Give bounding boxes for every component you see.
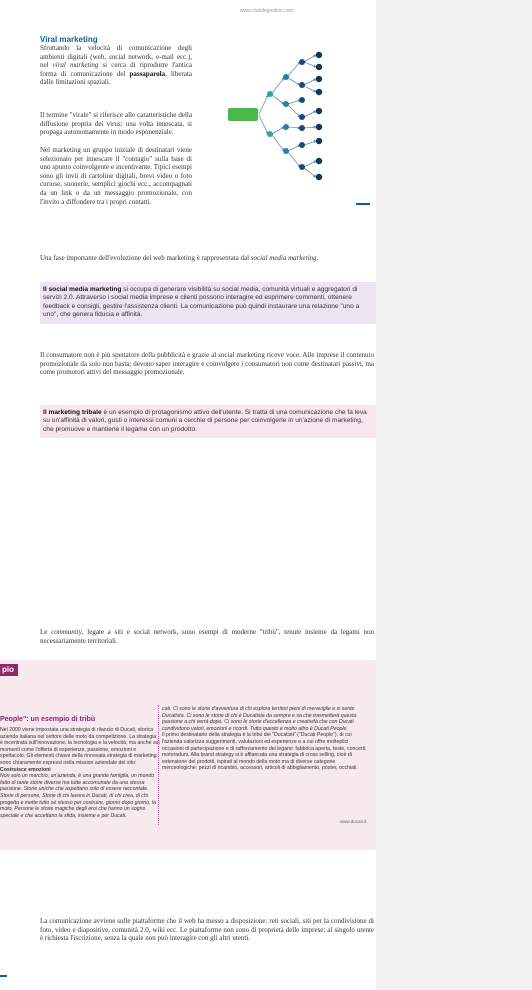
hl1-bold: Il social media marketing: [43, 286, 122, 293]
bottom-accent-rule: [0, 975, 7, 977]
page-url-header: www.clubdegestion.com: [240, 8, 294, 14]
section-title: Viral marketing: [40, 35, 98, 44]
community-paragraph: [40, 628, 374, 645]
example-box-title: People": un esempio di tribù: [0, 716, 96, 723]
para4-emphasis: social media marketing: [250, 254, 317, 262]
para6-text-b: , legate a siti e social network, sono esempi di moderne "tribù", tenute insieme da legami non necessariamente territoriali.: [40, 628, 374, 645]
social-media-marketing-highlight: [40, 282, 378, 324]
example-box-url: www.ducati.it: [340, 819, 367, 824]
viral-definition-paragraph: Il termine "virale" si riferisce alle caratteristiche della diffusione propria dei virus: una volta innescata, si propaga autonomamente in modo esponenziale.: [40, 111, 192, 137]
example-box-tab: pio: [0, 664, 18, 676]
example-box-left-column: [0, 727, 160, 819]
para6-emphasis: community: [51, 628, 82, 636]
box-column-divider: [158, 705, 159, 825]
hl2-text: è un esempio di protagonismo attivo dell'utente. Si tratta di una comunicazione che fa leva su un'affinità di valori, gusti o interessi comuni a cerchie di persone per coinvolgerle in un'azione di marketing, che promuove e mantiene il legame con un prodotto.: [43, 409, 367, 433]
consumer-paragraph: Il consumatore non è più spettatore della pubblicità e grazie al social marketing riceve voce. Alle imprese il contenuto promozionale da solo non basta; devono saper interagire e coinvolgere i consumatori non come destinatari passivi, ma come promotori attivi del messaggio promozionale.: [40, 351, 374, 377]
decorative-rule: [356, 203, 370, 205]
tribal-marketing-highlight: [40, 405, 378, 438]
intro-text-c: , liberata dalle limitazioni spaziali.: [40, 69, 192, 87]
box-right-text: Il primo destinatario della strategia è la tribù dei "Ducatisti" ("Ducati People"), di cui l'azienda valorizza suggerimenti, valutazioni ed esperienze e a cui offre molteplici occasioni di partecipazione e di rafforzamento dei legami: fabbrica aperta, feste, concerti, motoraduni. Alla brand strategy si è affiancata una strategia di cross selling, cioè di estensione dei prodotti, ispirati al mondo della moto ma di diverse categorie merceologiche: pezzi di ricambio, accessori, articoli di abbigliamento, poster, occhiali.: [162, 732, 367, 772]
para6-text-a: Le: [40, 628, 52, 636]
box-left-heading: Costruisce emozioni: [0, 766, 51, 773]
viral-spread-tree-icon: [228, 45, 330, 195]
page-margin: [376, 0, 532, 990]
contagion-paragraph-start: [40, 146, 192, 206]
hl1-text: si occupa di generare visibilità su social media, comunità virtuali e aggregatori di servizi 2.0. Attraverso i social media imprese e clienti possono interagire ed esprimere commenti, ottenere feedback e consigli, gestire l'assistenza clienti. La comunicazione può quindi instaurare una relazione "uno a uno", che genera fiducia e affinità.: [43, 286, 360, 319]
example-box-right-column: [162, 706, 370, 772]
para4-text-a: Una fase importante dell'evoluzione del web marketing è rappresentata dal: [40, 254, 251, 262]
intro-text-a: Sfruttando la velocità di comunicazione degli ambienti digitali (web, social network, e-mail ecc.), nel: [40, 44, 192, 70]
para4-text-b: .: [316, 254, 319, 262]
intro-emphasis: viral marketing: [52, 61, 99, 70]
platforms-paragraph: La comunicazione avviene sulle piattaforme che il web ha messo a disposizione: reti sociali, siti per la condivisione di foto, video e diapositive, comunità 2.0, wiki ecc. Le piattaforme non sono di proprietà delle imprese; al singolo utente è richiesta l'iscrizione, senza la quale non può interagire con gli altri utenti.: [40, 917, 374, 943]
intro-bold: passaparola: [129, 69, 166, 78]
intro-paragraph: [40, 44, 192, 87]
box-left-text: Nel 2000 viene impostata una strategia di rilancio di Ducati, storica azienda italiana nel settore delle moto da competizione. La strategia è incentrata sull'innovazione, la tecnologia e la velocità, ma anche sui momenti come l'offerta di esperienze, passione, emozioni e spettacolo. Gli elementi chiave della rinnovata strategia di marketing sono chiaramente espressi nella mission aziendale del sito:: [0, 727, 160, 766]
hl2-bold: Il marketing tribale: [43, 409, 102, 416]
social-media-intro-paragraph: [40, 254, 374, 263]
box-left-quote: Non solo un marchio, un'azienda, è una grande famiglia, un mondo fatto di tante storie diverse ma tutte accomunate da una stessa passione. Storie uniche che aspettano solo di essere raccontate. Storie di persone, Storie di chi lavora in Ducati, di chi crea, di chi progetta e mette tutto sé stesso per costruire, giorno dopo giorno, la moto. Persone le storie magiche degli eroi che hanno un sogno speciale e che accettano la sfida, insieme e per Ducati.: [0, 773, 157, 819]
intro-text-b: si cerca di riprodurre l'antica forma di comunicazione del: [40, 61, 192, 78]
box-right-quote: cati. Ci sono le storie d'avventura di chi esplora territori pieni di meraviglie e si sente Ducatista. Ci sono le storie di chi è Ducatista da sempre e sa che trasmetterà questa passione a chi verrà dopo. Ci sono le storie d'eccellenza e creatività che con Ducati condividono valori, emozioni e ricordi. Tutto questo e molto altro è Ducati People.: [162, 706, 357, 732]
source-node-icon: [228, 108, 258, 121]
contagion-paragraph-text: Nel marketing un gruppo iniziale di destinatari viene selezionato per innescare il "contagio" sulla base di uno spunto coinvolgente e incentivante. Tipici esempi sono gli invii di cartoline digitali, brevi video o foto curiose, suonerie, semplici giochi ecc., accompagnati da un link o da un messaggio promozionale, con l'invito a diffondere tra i propri contatti.: [40, 146, 192, 206]
